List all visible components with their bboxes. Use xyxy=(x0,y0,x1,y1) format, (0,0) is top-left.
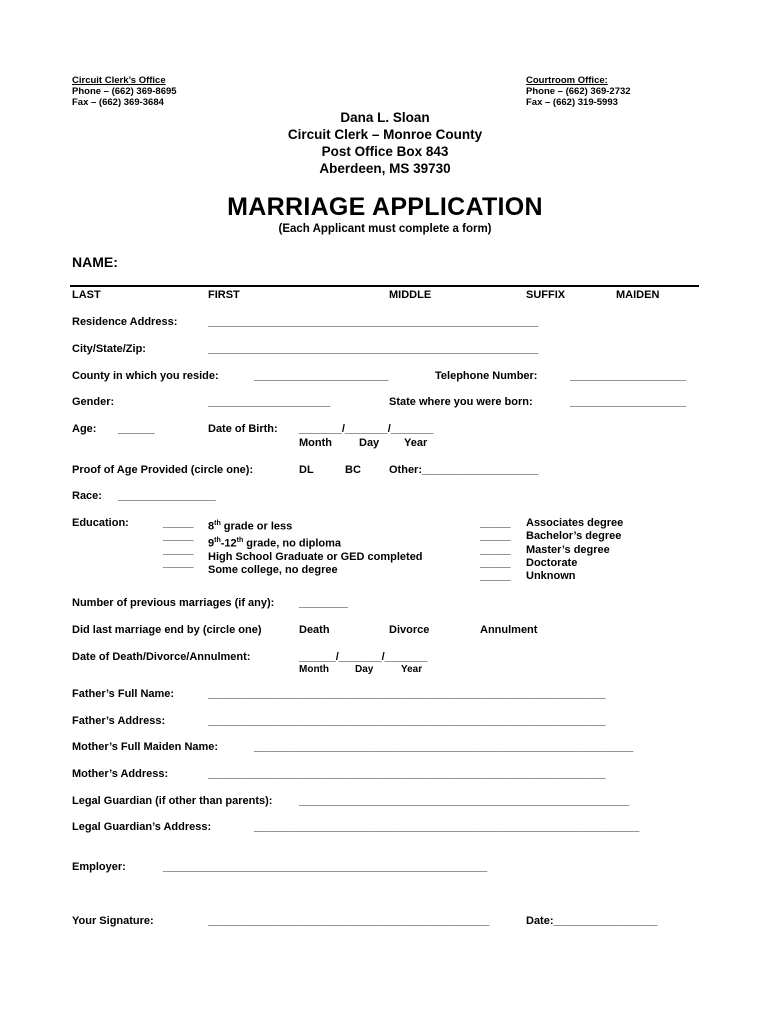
mother-address-label: Mother’s Address: xyxy=(72,768,169,780)
edu-blank[interactable]: _____ xyxy=(480,530,511,543)
county-label: County in which you reside: xyxy=(72,370,219,382)
age-field[interactable]: ______ xyxy=(118,423,155,435)
residence-field[interactable]: ______________________________________________________ xyxy=(208,316,539,328)
name-rule xyxy=(70,285,699,287)
prev-marriages-label: Number of previous marriages (if any): xyxy=(72,597,275,609)
father-name-field[interactable]: _________________________________________________________________ xyxy=(208,688,606,700)
signature-label: Your Signature: xyxy=(72,915,154,927)
edu-blank[interactable]: _____ xyxy=(163,530,194,543)
edu-blank[interactable]: _____ xyxy=(163,517,194,529)
race-field[interactable]: ________________ xyxy=(118,490,216,502)
edu-option-masters: Master’s degree xyxy=(526,543,610,556)
father-name-label: Father’s Full Name: xyxy=(72,688,175,700)
education-right-blanks[interactable] xyxy=(480,517,511,583)
edu-option-9-12: 9th-12th grade, no diploma xyxy=(208,536,342,550)
proof-dl-option[interactable]: DL xyxy=(299,464,314,476)
edu-blank[interactable]: _____ xyxy=(480,543,511,556)
gender-label: Gender: xyxy=(72,396,115,408)
edu-blank[interactable]: _____ xyxy=(480,556,511,569)
edu-option-associates: Associates degree xyxy=(526,517,624,529)
name-col-last: LAST xyxy=(72,289,101,301)
dob-year: Year xyxy=(404,437,428,449)
father-address-label: Father’s Address: xyxy=(72,715,166,727)
name-col-maiden: MAIDEN xyxy=(616,289,660,301)
left-office xyxy=(72,75,177,108)
race-label: Race: xyxy=(72,490,102,502)
father-address-field[interactable]: _________________________________________________________________ xyxy=(208,715,606,727)
clerk-title: Circuit Clerk – Monroe County xyxy=(287,127,483,142)
education-label: Education: xyxy=(72,517,129,529)
edu-blank[interactable]: _____ xyxy=(480,517,511,529)
form-title: MARRIAGE APPLICATION xyxy=(227,193,543,221)
gender-field[interactable]: ____________________ xyxy=(208,396,331,408)
dob-day: Day xyxy=(359,437,380,449)
education-left-options xyxy=(208,517,423,578)
county-field[interactable]: ______________________ xyxy=(254,370,389,382)
date-field[interactable]: Date:_________________ xyxy=(526,915,658,927)
guardian-address-label: Legal Guardian’s Address: xyxy=(72,821,212,833)
edu-option-college: Some college, no degree xyxy=(208,564,338,577)
education-right-options xyxy=(526,517,623,583)
right-office-title: Courtroom Office: xyxy=(526,75,608,86)
residence-label: Residence Address: xyxy=(72,316,178,328)
clerk-name: Dana L. Sloan xyxy=(340,110,430,125)
end-annulment-option[interactable]: Annulment xyxy=(480,624,538,636)
dob-field[interactable]: _______/_______/_______ xyxy=(299,423,434,435)
education-left-blanks[interactable] xyxy=(163,517,194,570)
prev-marriages-field[interactable]: ________ xyxy=(299,597,348,609)
proof-other-field[interactable]: Other:___________________ xyxy=(389,464,539,476)
left-office-fax: Fax – (662) 369-3684 xyxy=(72,97,164,108)
mother-name-label: Mother’s Full Maiden Name: xyxy=(72,741,219,753)
dob-month: Month xyxy=(299,437,332,449)
mother-address-field[interactable]: _________________________________________________________________ xyxy=(208,768,606,780)
employer-field[interactable]: _____________________________________________________ xyxy=(163,861,488,873)
edu-option-bachelors: Bachelor’s degree xyxy=(526,530,622,543)
clerk-city: Aberdeen, MS 39730 xyxy=(319,161,451,176)
name-heading: NAME: xyxy=(72,254,118,270)
edu-blank[interactable]: _____ xyxy=(163,543,194,556)
guardian-field[interactable]: ______________________________________________________ xyxy=(299,795,630,807)
end-death-option[interactable]: Death xyxy=(299,624,330,636)
end-date-label: Date of Death/Divorce/Annulment: xyxy=(72,651,251,663)
edu-blank[interactable]: _____ xyxy=(480,570,511,583)
proof-bc-option[interactable]: BC xyxy=(345,464,361,476)
left-office-phone: Phone – (662) 369-8695 xyxy=(72,86,177,97)
last-end-label: Did last marriage end by (circle one) xyxy=(72,624,262,636)
end-date-field[interactable]: ______/_______/_______ xyxy=(299,651,428,663)
end-date-day: Day xyxy=(355,664,374,675)
end-date-month: Month xyxy=(299,664,329,675)
guardian-label: Legal Guardian (if other than parents): xyxy=(72,795,273,807)
dob-label: Date of Birth: xyxy=(208,423,278,435)
telephone-field[interactable]: ___________________ xyxy=(570,370,687,382)
edu-option-hs: High School Graduate or GED completed xyxy=(208,550,423,563)
name-col-middle: MIDDLE xyxy=(389,289,432,301)
edu-option-8th: 8th grade or less xyxy=(208,520,293,533)
clerk-box: Post Office Box 843 xyxy=(321,144,449,159)
city-label: City/State/Zip: xyxy=(72,343,146,355)
end-divorce-option[interactable]: Divorce xyxy=(389,624,430,636)
name-col-suffix: SUFFIX xyxy=(526,289,566,301)
state-born-label: State where you were born: xyxy=(389,396,533,408)
state-born-field[interactable]: ___________________ xyxy=(570,396,687,408)
form-subtitle: (Each Applicant must complete a form) xyxy=(278,223,492,235)
name-col-first: FIRST xyxy=(208,289,240,301)
age-label: Age: xyxy=(72,423,97,435)
employer-label: Employer: xyxy=(72,861,126,873)
signature-field[interactable]: ______________________________________________ xyxy=(208,915,490,927)
telephone-label: Telephone Number: xyxy=(435,370,538,382)
edu-option-unknown: Unknown xyxy=(526,570,576,583)
left-office-title: Circuit Clerk’s Office xyxy=(72,75,166,86)
edu-blank[interactable]: _____ xyxy=(163,556,194,569)
guardian-address-field[interactable]: _______________________________________________________________ xyxy=(254,821,640,833)
end-date-year: Year xyxy=(401,664,423,675)
right-office-fax: Fax – (662) 319-5993 xyxy=(526,97,618,108)
proof-label: Proof of Age Provided (circle one): xyxy=(72,464,254,476)
edu-option-doctorate: Doctorate xyxy=(526,556,578,569)
mother-name-field[interactable]: ______________________________________________________________ xyxy=(254,741,634,753)
city-field[interactable]: ______________________________________________________ xyxy=(208,343,539,355)
right-office-phone: Phone – (662) 369-2732 xyxy=(526,86,631,97)
right-office xyxy=(526,75,631,108)
